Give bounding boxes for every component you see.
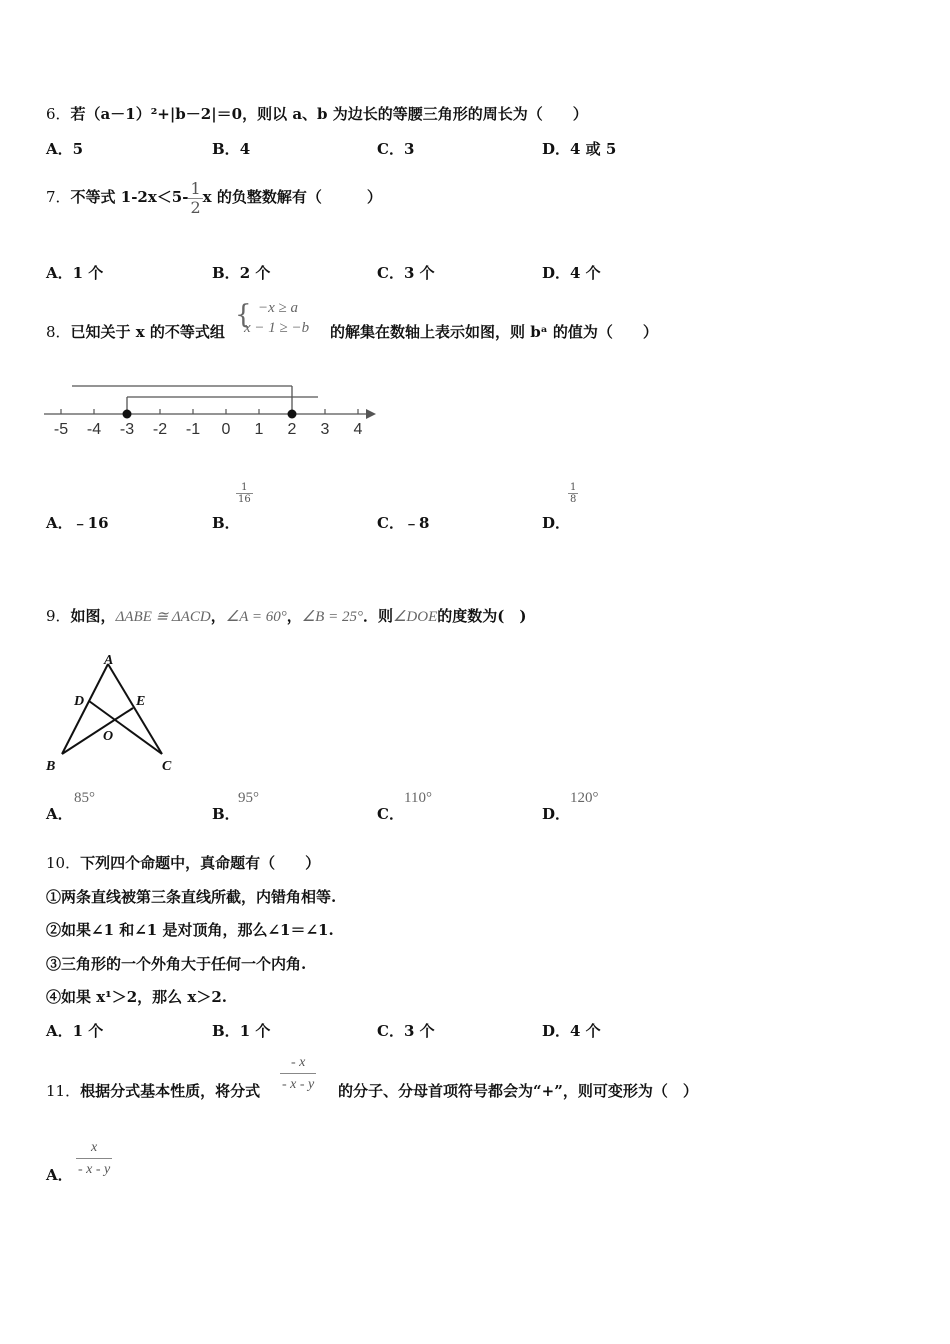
q7-option-b[interactable]: B．2 个 xyxy=(212,264,271,282)
q7-option-c[interactable]: C．3 个 xyxy=(377,264,435,282)
q8-system-line2: x − 1 ≥ −b xyxy=(244,320,310,336)
axis-tick-label: -1 xyxy=(185,421,201,438)
q10-statement-4: ④如果 x¹＞2，那么 x＞2. xyxy=(46,988,227,1006)
q10-statement-2: ②如果∠1 和∠1 是对顶角，那么∠1＝∠1. xyxy=(46,921,334,939)
q8-option-b-fraction: $\frac{1}{16}$ xyxy=(238,482,251,505)
axis-tick-label: -2 xyxy=(152,421,168,438)
axis-tick-label: 1 xyxy=(254,421,264,438)
q6-option-c[interactable]: C．3 xyxy=(377,140,415,158)
axis-tick-label: 2 xyxy=(287,421,297,438)
label-D: D xyxy=(74,694,85,709)
axis-tick-label: -3 xyxy=(119,421,135,438)
q9-stem: 9．如图，ΔABE ≅ ΔACD，∠A = 60°，∠B = 25°．则∠DOE的度数为( ) xyxy=(46,607,527,625)
q9-option-b[interactable]: B． xyxy=(212,805,240,823)
q8-option-b[interactable]: B． xyxy=(212,514,240,532)
axis-tick-label: 3 xyxy=(320,421,330,438)
segment-CD xyxy=(89,701,162,754)
q10-option-d[interactable]: D．4 个 xyxy=(542,1022,601,1040)
q10-option-b[interactable]: B．1 个 xyxy=(212,1022,271,1040)
axis-arrow-icon xyxy=(366,409,376,419)
q6-text: 若（a－1）²+|b－2|＝0，则以 a、b 为边长的等腰三角形的周长为（ ） xyxy=(70,105,588,123)
segment-AC xyxy=(108,664,162,754)
q6-option-a[interactable]: A．5 xyxy=(46,140,84,158)
q7-option-a[interactable]: A．1 个 xyxy=(46,264,104,282)
q11-option-a[interactable]: A． xyxy=(46,1166,73,1184)
q8-option-a[interactable]: A．﹣16 xyxy=(46,514,109,532)
axis-tick-label: 0 xyxy=(221,421,231,438)
axis-tick-label: -5 xyxy=(53,421,69,438)
label-B: B xyxy=(46,759,56,774)
q9-option-d[interactable]: D． xyxy=(542,805,571,823)
q9-option-a[interactable]: A． xyxy=(46,805,73,823)
q10-stem: 10．下列四个命题中，真命题有（ ） xyxy=(46,854,321,872)
axis-tick-label: -4 xyxy=(86,421,102,438)
number-line-figure xyxy=(40,378,385,440)
q11-stem-suffix: 的分子、分母首项符号都会为“+”，则可变形为（ ） xyxy=(338,1082,698,1100)
label-A: A xyxy=(104,653,114,668)
q9-option-d-value: 120° xyxy=(570,790,599,806)
q9-option-b-value: 95° xyxy=(238,790,259,806)
q10-statement-1: ①两条直线被第三条直线所截，内错角相等. xyxy=(46,888,337,906)
q6-option-d[interactable]: D．4 或 5 xyxy=(542,140,617,158)
q7-stem: 7．不等式 1-2x＜5- $\frac{1}{2}$ x 的负整数解有（ ） xyxy=(46,179,382,217)
q11-option-a-fraction: $\frac{x}{- x - y}$ xyxy=(78,1140,111,1178)
q10-option-a[interactable]: A．1 个 xyxy=(46,1022,104,1040)
q7-fraction: $\frac{1}{2}$ xyxy=(190,179,201,217)
q8-brace-icon: { xyxy=(235,300,252,330)
triangle-figure xyxy=(40,650,190,780)
label-E: E xyxy=(136,694,146,709)
q9-option-c-value: 110° xyxy=(404,790,432,806)
q8-stem-suffix: 的解集在数轴上表示如图，则 bᵃ 的值为（ ） xyxy=(330,323,658,341)
q11-stem-prefix: 11．根据分式基本性质，将分式 xyxy=(46,1082,261,1100)
q9-option-c[interactable]: C． xyxy=(377,805,404,823)
q8-option-c[interactable]: C．﹣8 xyxy=(377,514,430,532)
q7-option-d[interactable]: D．4 个 xyxy=(542,264,601,282)
label-C: C xyxy=(162,759,172,774)
q6-number: 6． xyxy=(46,105,71,123)
label-O: O xyxy=(103,729,114,744)
axis-tick-label: 4 xyxy=(353,421,363,438)
closed-point-minus3 xyxy=(123,410,132,419)
q10-statement-3: ③三角形的一个外角大于任何一个内角. xyxy=(46,955,307,973)
q8-system-line1: −x ≥ a xyxy=(258,300,299,316)
q8-stem-prefix: 8．已知关于 x 的不等式组 xyxy=(46,323,225,341)
q9-option-a-value: 85° xyxy=(74,790,95,806)
closed-point-2 xyxy=(288,410,297,419)
q10-option-c[interactable]: C．3 个 xyxy=(377,1022,435,1040)
q6-stem xyxy=(46,103,588,124)
q8-option-d[interactable]: D． xyxy=(542,514,571,532)
q8-option-d-fraction: $\frac{1}{8}$ xyxy=(570,482,577,505)
q6-option-b[interactable]: B．4 xyxy=(212,140,251,158)
q11-fraction: $\frac{- x}{- x - y}$ xyxy=(282,1055,315,1093)
